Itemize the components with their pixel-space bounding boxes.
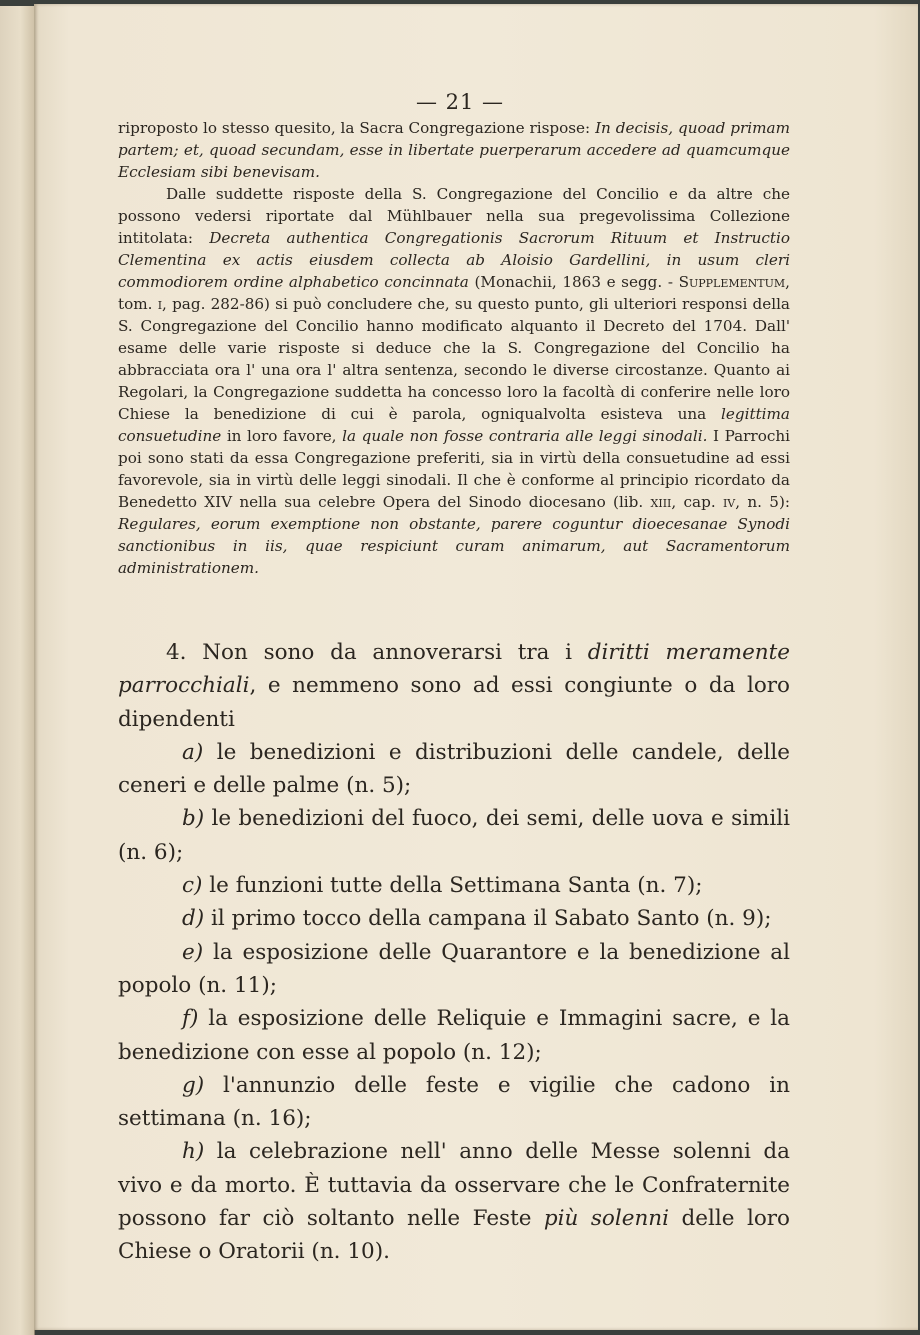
list-item — [118, 902, 790, 935]
list-item — [118, 802, 790, 869]
text-run: I Parrochi poi sono stati da essa Congregazione preferiti, sia in virtù della consuetudine ad essi favorevole, sia in virtù delle leggi sinodali. Il che è conforme al principio ricordato da Benedetto XIV nella sua celebre Opera del Sinodo diocesano (lib. — [118, 427, 790, 511]
text-run: , cap. — [671, 493, 723, 511]
text-run: xiii — [650, 493, 672, 511]
text-run: Supplementum — [678, 273, 786, 291]
list-item-text: il primo tocco della campana il Sabato Santo (n. 9); — [204, 906, 772, 932]
list-item-letter: c) — [182, 873, 203, 899]
text-run: riproposto lo stesso quesito, la Sacra Congregazione rispose: — [118, 119, 596, 137]
text-run: (Monachii, 1863 e segg. - — [468, 273, 679, 291]
list-item-letter: h) — [182, 1139, 205, 1165]
list-item — [118, 936, 790, 1003]
text-run: , e nemmeno sono ad essi congiunte o da loro dipendenti — [118, 673, 790, 732]
list-item — [118, 736, 790, 803]
list-item-letter: e) — [182, 939, 204, 965]
italic-run: In decisis, quoad primam partem; et, quoad secundam, esse in libertate puerperarum accedere ad quamcumque Ecclesiam sibi benevisam. — [118, 119, 790, 181]
italic-run: diritti meramente parrocchiali — [118, 640, 791, 699]
list-item-text: le benedizioni e distribuzioni delle candele, delle ceneri e delle palme (n. 5); — [118, 739, 790, 799]
text-run: , n. 5): — [735, 493, 790, 511]
facing-page-edge — [0, 6, 35, 1335]
list-item-letter: f) — [182, 1006, 199, 1032]
text-run: delle loro Chiese o Oratorii (n. 10). — [118, 1206, 790, 1265]
section-4-intro — [118, 636, 790, 736]
list-item-letter: b) — [182, 806, 205, 832]
text-run: Dalle suddette risposte della S. Congregazione del Concilio e da altre che possono vedersi riportate dal Mühlbauer nella sua pregevolissima Collezione intitolata: — [118, 185, 790, 247]
text-run: , pag. 282-86) si può concludere che, su questo punto, gli ulteriori responsi della S. Congregazione del Concilio hanno modificato alquanto il Decreto del 1704. Dall' esame delle varie risposte si deduce che la S. Congregazione del Concilio ha abbracciata ora l' una ora l' altra sentenza, secondo le diverse circostanze. Quanto ai Regolari, la Congregazione suddetta ha concesso loro la facoltà di conferire nelle loro Chiese la benedizione di cui è parola, ogniqualvolta esisteva una — [118, 295, 790, 423]
paragraph-risposta — [118, 117, 790, 183]
list-item-text: la esposizione delle Quarantore e la benedizione al popolo (n. 11); — [118, 939, 790, 998]
italic-run: più solenni — [543, 1206, 670, 1232]
italic-run: la quale non fosse contraria alle leggi sinodali. — [342, 427, 708, 445]
italic-run: legittima consuetudine — [118, 405, 790, 445]
page-number: — 21 — — [415, 90, 505, 114]
section-4-list — [118, 736, 790, 1269]
italic-run: Regulares, eorum exemptione non obstante, parere coguntur dioecesanae Synodi sanctionibus in iis, quae respiciunt curam animarum, aut Sacramentorum administrationem. — [118, 515, 790, 577]
text-run: i — [157, 295, 163, 313]
list-item-text: la celebrazione nell' anno delle Messe solenni da vivo e da morto. È tuttavia da osservare che le Confraternite possono far ciò soltanto nelle Feste — [118, 1139, 790, 1232]
italic-run: Decreta authentica Congregationis Sacrorum Rituum et Instructio Clementina ex actis eiusdem collecta ab Aloisio Gardellini, in usum cleri commodiorem ordine alphabetico concinnata — [118, 229, 790, 291]
list-item-text: la esposizione delle Reliquie e Immagini sacre, e la benedizione con esse al popolo (n. 12); — [118, 1006, 790, 1065]
list-item-text: l'annunzio delle feste e vigilie che cadono in settimana (n. 16); — [118, 1072, 790, 1132]
list-item — [118, 1135, 790, 1268]
list-item-text: le funzioni tutte della Settimana Santa (n. 7); — [202, 873, 703, 899]
list-item — [118, 869, 790, 902]
list-item — [118, 1002, 790, 1069]
text-run: , tom. — [118, 273, 790, 313]
text-run: iv — [722, 493, 736, 511]
list-item-letter: g) — [182, 1072, 205, 1098]
book-page — [34, 4, 918, 1330]
list-item — [118, 1069, 790, 1136]
list-item-letter: d) — [182, 906, 205, 932]
list-item-text: le benedizioni del fuoco, dei semi, delle uova e simili (n. 6); — [118, 806, 790, 865]
section-4 — [118, 636, 790, 1269]
list-item-letter: a) — [182, 739, 204, 765]
text-run: in loro favore, — [221, 427, 343, 445]
paragraph-dalle-suddette — [118, 183, 790, 579]
footnote-continuation — [118, 117, 790, 579]
text-run: 4. Non sono da annoverarsi tra i — [166, 640, 588, 665]
